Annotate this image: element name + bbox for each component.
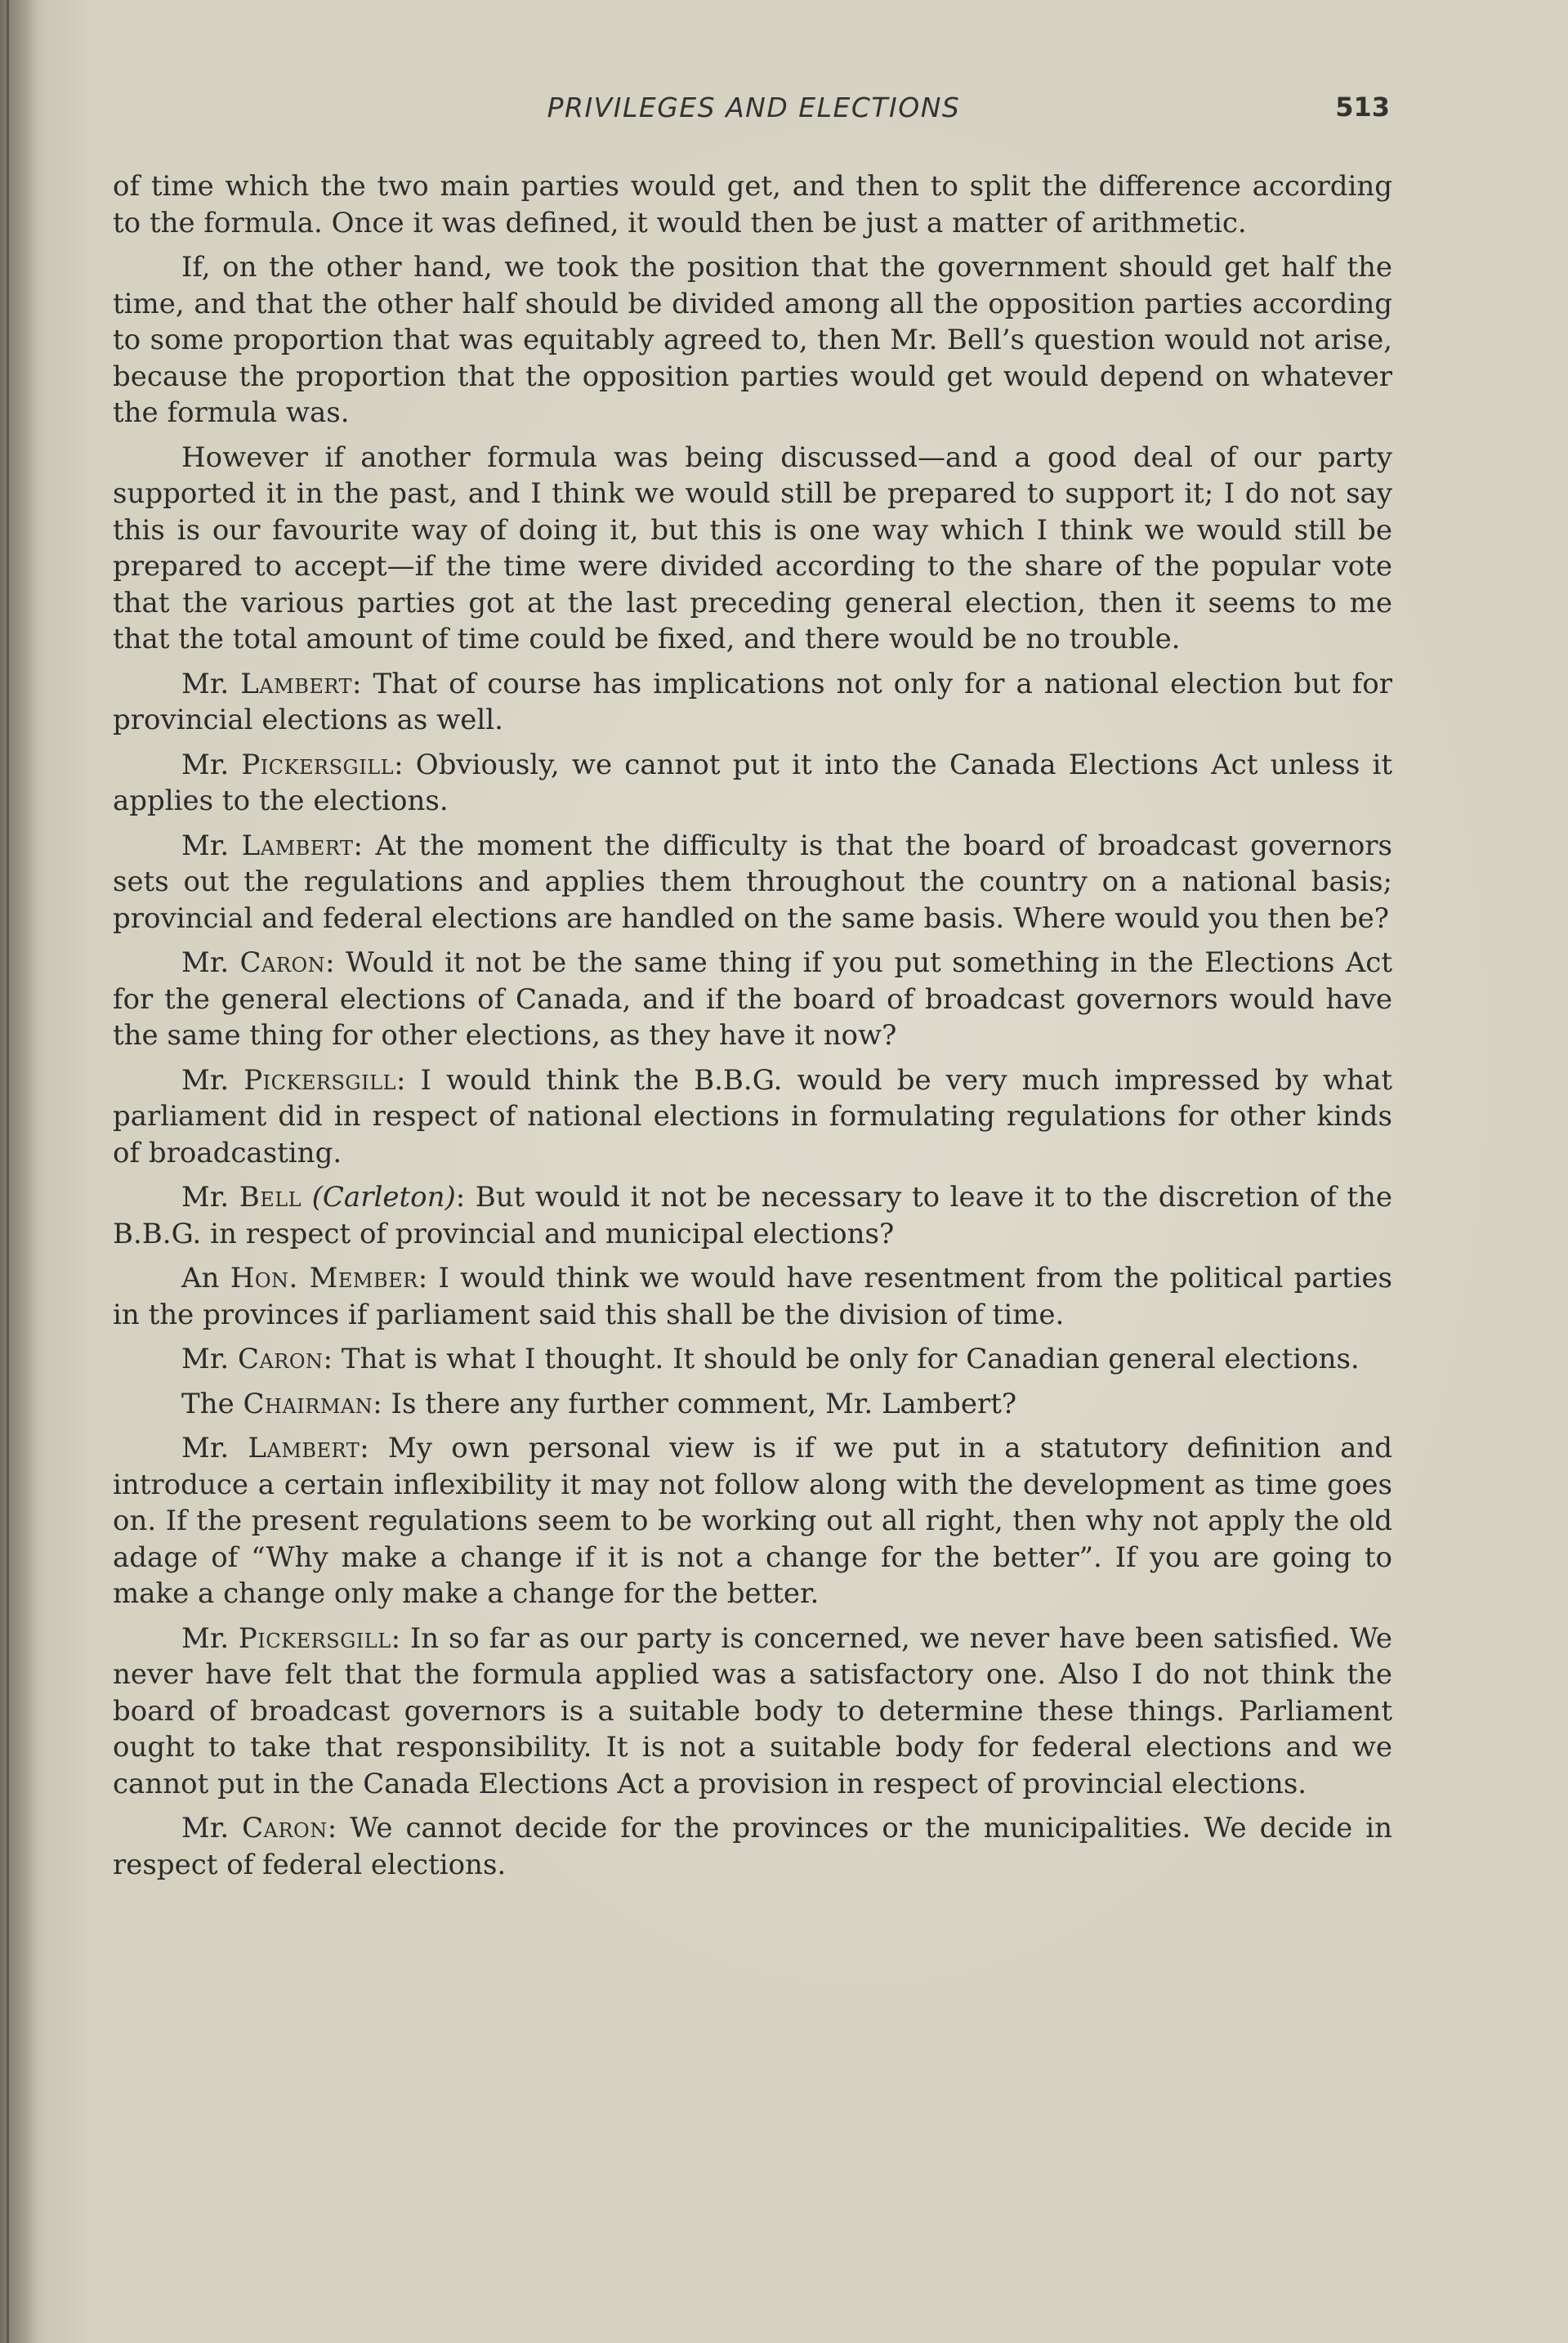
paragraph-text: If, on the other hand, we took the position that the government should get half the time, and that the other half should be divided among all the opposition parties according to some proportion that was equitably agreed to, then Mr. Bell’s question would not arise, because the proportion that the opposition parties would get would depend on whatever the formula was. xyxy=(113,251,1392,429)
speaker-title: Mr. xyxy=(181,1063,230,1097)
paragraph-text: of time which the two main parties would get, and then to split the difference according to the formula. Once it was defined, it would then be just a matter of arithmetic. xyxy=(113,170,1392,239)
speaker-name: Lambert xyxy=(248,1432,360,1464)
speaker-name: Lambert xyxy=(240,667,353,700)
speech-pickersgill: Mr. Pickersgill: In so far as our party is concerned, we never have been satisfied. We never have felt that the formula applied was a satisfactory one. Also I do not think the board of broadcast governors is a suitable body to determine these things. Parliament ought to take that responsibility. It is not a suitable body for federal elections and we cannot put in the Canada Elections Act a provision in respect of provincial elections. xyxy=(113,1621,1393,1800)
speech-caron: Mr. Caron: We cannot decide for the provinces or the municipalities. We decide in respect of federal elections. xyxy=(113,1812,1393,1881)
speaker-title: Mr. xyxy=(181,1343,230,1375)
speaker-title: Mr. xyxy=(181,1621,230,1655)
speaker-name: Pickersgill xyxy=(238,1621,391,1655)
speech-text: I would think the B.B.G. would be very much impressed by what parliament did in respect of national elections in formulating regulations for other kinds of broadcasting. xyxy=(113,1063,1392,1169)
paragraph xyxy=(113,249,1392,431)
speech-text: Obviously, we cannot put it into the Canada Elections Act unless it applies to the elections. xyxy=(113,748,1393,817)
speaker-title: Mr. xyxy=(181,829,230,862)
speech-text: In so far as our party is concerned, we never have been satisfied. We never have felt that the formula applied was a satisfactory one. Also I do not think the board of broadcast governors is a suitable body to determine these things. Parliament ought to take that responsibility. It is not a suitable body for federal elections and we cannot put in the Canada Elections Act a provision in respect of provincial elections. xyxy=(113,1621,1393,1800)
paragraph-text: However if another formula was being discussed—and a good deal of our party supported it in the past, and I think we would still be prepared to support it; I do not say this is our favourite way of doing it, but this is one way which I think we would still be prepared to accept—if the time were divided according to the share of the popular vote that the various parties got at the last preceding general election, then it seems to me that the total amount of time could be fixed, and there would be no trouble. xyxy=(113,440,1392,655)
speech-text: Would it not be the same thing if you put something in the Elections Act for the general elections of Canada, and if the board of broadcast governors would have the same thing for other elections, as they have it now? xyxy=(113,946,1392,1052)
speech-text: That is what I thought. It should be only for Canadian general elections. xyxy=(341,1343,1360,1375)
speaker-title: Mr. xyxy=(181,1181,230,1214)
speaker-title: Mr. xyxy=(181,946,230,979)
speaker-title: Mr. xyxy=(181,1812,230,1844)
speech-lambert: Mr. Lambert: At the moment the difficulty is that the board of broadcast governors sets out the regulations and applies them throughout the country on a national basis; provincial and federal elections are handled on the same basis. Where would you then be? xyxy=(113,829,1393,935)
speech-text: But would it not be necessary to leave it to the discretion of the B.B.G. in respect of provincial and municipal elections? xyxy=(113,1181,1393,1250)
speaker-name: Lambert xyxy=(241,829,354,862)
speech-hon-member: An Hon. Member: I would think we would have resentment from the political parties in the provinces if parliament said this shall be the division of time. xyxy=(113,1262,1393,1331)
speaker-title: The xyxy=(181,1387,235,1420)
paragraph-continued xyxy=(113,168,1392,241)
page-number: 513 xyxy=(1335,92,1390,123)
speech-pickersgill: Mr. Pickersgill: I would think the B.B.G. would be very much impressed by what parliament did in respect of national elections in formulating regulations for other kinds of broadcasting. xyxy=(113,1063,1392,1169)
speech-lambert: Mr. Lambert: That of course has implications not only for a national election but for provincial elections as well. xyxy=(113,667,1393,736)
speaker-title: An xyxy=(181,1262,220,1294)
speech-text: Is there any further comment, Mr. Lambert? xyxy=(391,1387,1017,1420)
page-header xyxy=(114,92,1393,134)
speaker-name: Pickersgill xyxy=(243,1063,396,1097)
speaker-name: Caron xyxy=(237,1343,324,1375)
speech-text: We cannot decide for the provinces or the municipalities. We decide in respect of federal elections. xyxy=(113,1812,1393,1881)
speaker-name: Hon. Member xyxy=(230,1262,418,1294)
speaker-name: Bell xyxy=(239,1181,302,1214)
speech-text: My own personal view is if we put in a statutory definition and introduce a certain inflexibility it may not follow along with the development as time goes on. If the present regulations seem to be working out all right, then why not apply the old adage of “Why make a change if it is not a change for the better”. If you are going to make a change only make a change for the better. xyxy=(113,1432,1392,1610)
speaker-title: Mr. xyxy=(181,1432,230,1464)
speech-caron: Mr. Caron: Would it not be the same thing if you put something in the Elections Act for the general elections of Canada, and if the board of broadcast governors would have the same thing for other elections, as they have it now? xyxy=(113,946,1392,1052)
speech-bell: Mr. Bell (Carleton): But would it not be necessary to leave it to the discretion of the B.B.G. in respect of provincial and municipal elections? xyxy=(113,1181,1393,1250)
speech-pickersgill: Mr. Pickersgill: Obviously, we cannot put it into the Canada Elections Act unless it applies to the elections. xyxy=(113,748,1393,817)
body-text xyxy=(113,168,1392,1891)
speaker-title: Mr. xyxy=(181,667,230,700)
speaker-name: Pickersgill xyxy=(241,748,395,781)
speech-text: That of course has implications not only for a national election but for provincial elections as well. xyxy=(113,667,1393,736)
speech-lambert: Mr. Lambert: My own personal view is if we put in a statutory definition and introduce a certain inflexibility it may not follow along with the development as time goes on. If the present regulations seem to be working out all right, then why not apply the old adage of “Why make a change if it is not a change for the better”. If you are going to make a change only make a change for the better. xyxy=(113,1432,1392,1610)
speech-chairman: The Chairman: Is there any further comment, Mr. Lambert? xyxy=(181,1387,1017,1420)
speech-text: I would think we would have resentment from the political parties in the provinces if parliament said this shall be the division of time. xyxy=(113,1262,1393,1331)
speaker-riding: (Carleton) xyxy=(311,1181,456,1214)
speaker-name: Caron xyxy=(242,1812,328,1844)
paragraph xyxy=(113,440,1392,658)
speaker-title: Mr. xyxy=(181,748,230,781)
running-head: PRIVILEGES AND ELECTIONS xyxy=(547,92,961,123)
speaker-name: Chairman xyxy=(243,1387,373,1420)
speaker-name: Caron xyxy=(239,946,326,979)
book-binding-gutter xyxy=(0,0,47,2343)
speech-text: At the moment the difficulty is that the board of broadcast governors sets out the regulations and applies them throughout the country on a national basis; provincial and federal elections are handled on the same basis. Where would you then be? xyxy=(113,829,1393,935)
speech-caron: Mr. Caron: That is what I thought. It should be only for Canadian general elections. xyxy=(181,1343,1360,1375)
